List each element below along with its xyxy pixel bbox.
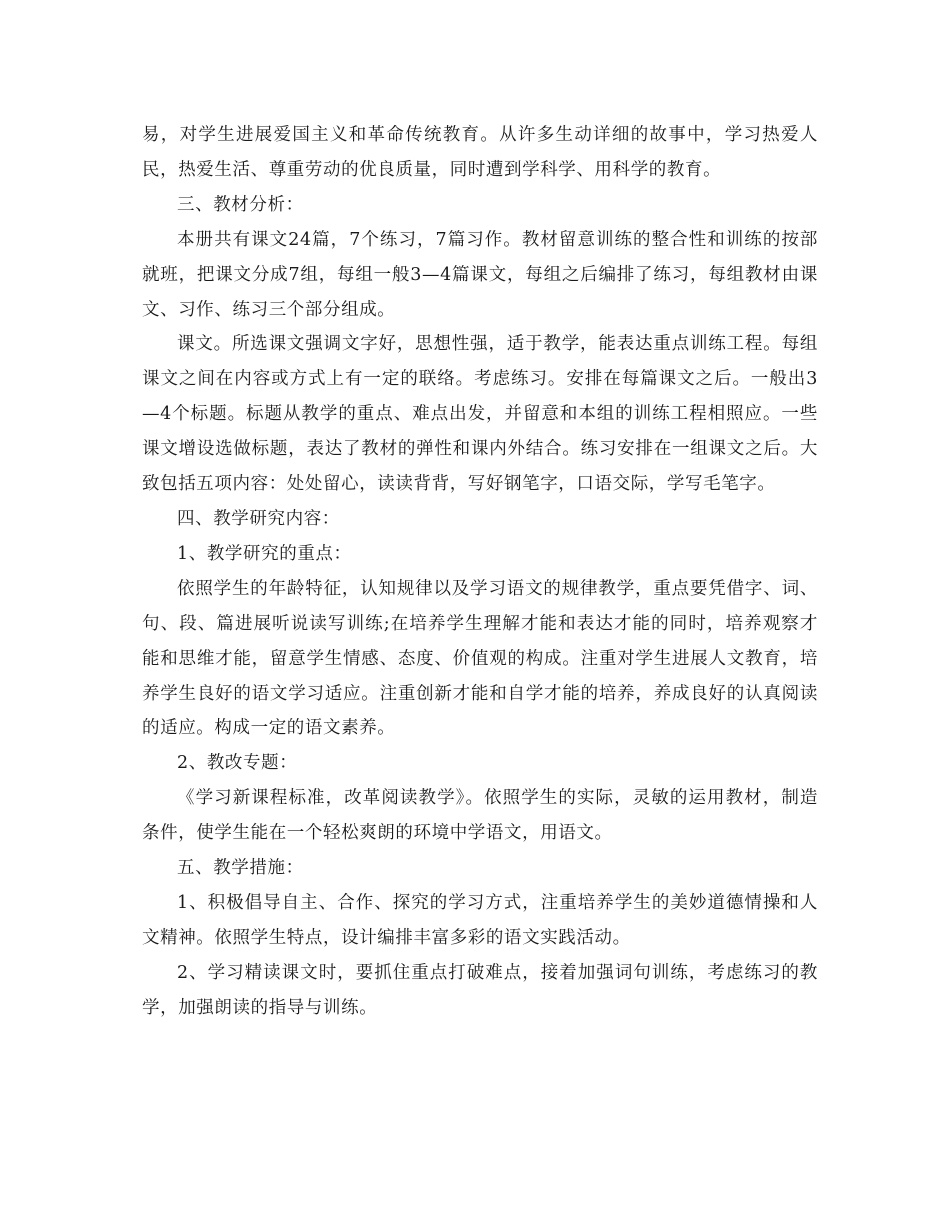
section-heading-research-content: 四、教学研究内容： xyxy=(177,508,340,529)
document-body xyxy=(142,118,818,1026)
subheading-reform-topic: 2、教改专题： xyxy=(177,753,298,774)
paragraph-measure-2: 2、学习精读课文时，要抓住重点打破难点，接着加强词句训练，考虑练习的教学，加强朗读的指导与训练。 xyxy=(142,962,818,1018)
paragraph-texts-description: 课文。所选课文强调文字好，思想性强，适于教学，能表达重点训练工程。每组课文之间在内容或方式上有一定的联络。考虑练习。安排在每篇课文之后。一般出3—4个标题。标题从教学的重点、难点出发，并留意和本组的训练工程相照应。一些课文增设选做标题，表达了教材的弹性和课内外结合。练习安排在一组课文之后。大致包括五项内容：处处留心，读读背背，写好钢笔字，口语交际，学写毛笔字。 xyxy=(142,334,818,495)
section-heading-teaching-measures: 五、教学措施： xyxy=(177,858,304,879)
paragraph-continuation: 易，对学生进展爱国主义和革命传统教育。从许多生动详细的故事中，学习热爱人民，热爱生活、尊重劳动的优良质量，同时遭到学科学、用科学的教育。 xyxy=(142,125,818,180)
section-heading-textbook-analysis: 三、教材分析： xyxy=(177,194,304,215)
paragraph-research-focus: 依照学生的年龄特征，认知规律以及学习语文的规律教学，重点要凭借字、词、句、段、篇进展听说读写训练;在培养学生理解才能和表达才能的同时，培养观察才能和思维才能，留意学生情感、态度、价值观的构成。注重对学生进展人文教育，培养学生良好的语文学习适应。注重创新才能和自学才能的培养，养成良好的认真阅读的适应。构成一定的语文素养。 xyxy=(142,578,818,739)
paragraph-measure-1: 1、积极倡导自主、合作、探究的学习方式，注重培养学生的美妙道德情操和人文精神。依照学生特点，设计编排丰富多彩的语文实践活动。 xyxy=(142,892,818,948)
paragraph-reform-topic: 《学习新课程标准，改革阅读教学》。依照学生的实际，灵敏的运用教材，制造条件，使学生能在一个轻松爽朗的环境中学语文，用语文。 xyxy=(142,788,818,844)
subheading-research-focus: 1、教学研究的重点： xyxy=(177,543,352,564)
paragraph-textbook-overview: 本册共有课文24篇，7个练习，7篇习作。教材留意训练的整合性和训练的按部就班，把课文分成7组，每组一般3—4篇课文，每组之后编排了练习，每组教材由课文、习作、练习三个部分组成。 xyxy=(142,229,818,320)
